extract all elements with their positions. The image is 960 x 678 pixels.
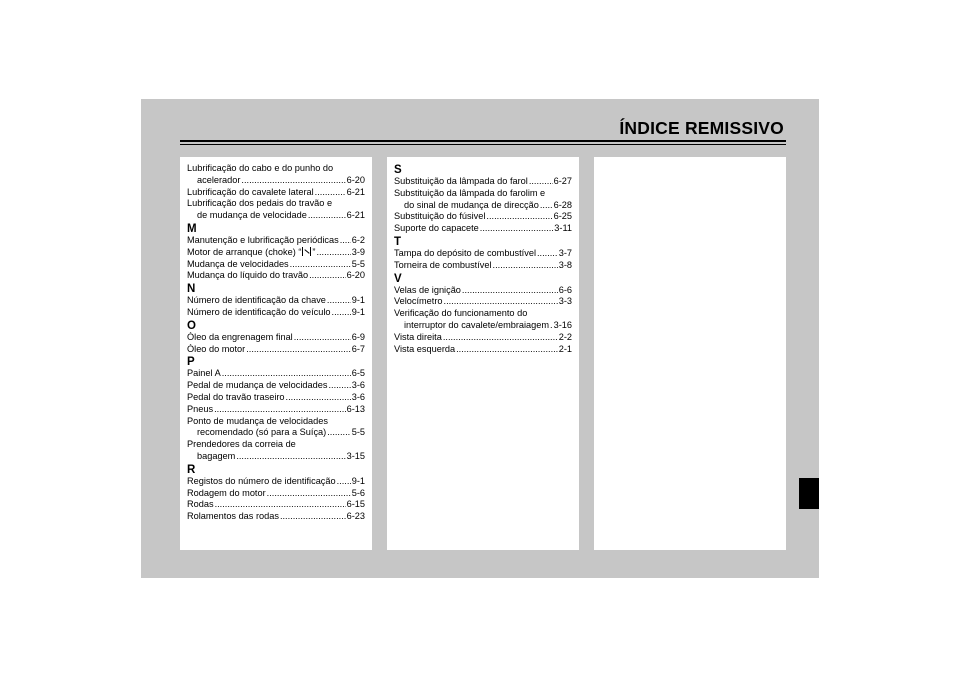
dot-leader	[214, 404, 346, 416]
index-page-number: 9-1	[351, 306, 365, 317]
dot-leader	[540, 200, 553, 212]
index-entry	[187, 210, 365, 222]
section-thumb-tab	[799, 478, 819, 509]
dot-leader	[236, 451, 345, 463]
dot-leader	[456, 344, 558, 356]
index-page-number: 6-21	[346, 210, 365, 221]
index-entry	[187, 488, 365, 500]
index-page-number: 6-28	[553, 199, 572, 210]
dot-leader	[309, 270, 346, 282]
dot-leader	[280, 511, 346, 523]
index-entry	[187, 511, 365, 523]
index-page-number: 6-20	[346, 270, 365, 281]
index-entry-text: Lubrificação do cabo e do punho do	[187, 163, 334, 173]
index-entry	[187, 499, 365, 511]
section-letter-p: P	[187, 356, 195, 369]
index-entry-text	[187, 247, 315, 259]
index-entry-text: do sinal de mudança de direcção	[404, 199, 539, 210]
index-page-number: 3-9	[351, 246, 365, 257]
index-entry	[187, 332, 365, 344]
index-entry	[394, 223, 572, 235]
index-page-number: 6-23	[346, 511, 365, 522]
dot-leader	[529, 176, 553, 188]
index-page-number: 5-5	[351, 258, 365, 269]
index-entry-text: interruptor do cavalete/embraiagem	[404, 319, 550, 330]
dot-leader	[294, 332, 351, 344]
dot-leader	[246, 344, 351, 356]
index-page-number: 9-1	[351, 475, 365, 486]
choke-icon	[302, 247, 311, 256]
index-page-number: 6-6	[558, 284, 572, 295]
section-letter-r: R	[187, 463, 196, 476]
dot-leader	[241, 175, 345, 187]
index-entry	[394, 320, 572, 332]
dot-leader	[486, 211, 552, 223]
dot-leader	[340, 235, 351, 247]
index-entry-text: Óleo da engrenagem final	[187, 331, 293, 342]
index-page-number: 6-7	[351, 343, 365, 354]
title-rule-thick	[180, 140, 786, 142]
index-page-number: 2-2	[558, 331, 572, 342]
index-page-number: 6-15	[346, 499, 365, 510]
dot-leader	[443, 332, 558, 344]
index-entry-text: Pedal de mudança de velocidades	[187, 380, 328, 391]
index-entry-text: bagagem	[197, 450, 236, 461]
index-entry	[394, 260, 572, 272]
dot-leader	[222, 368, 351, 380]
dot-leader	[328, 380, 350, 392]
index-entry	[394, 176, 572, 188]
section-letter-m: M	[187, 222, 197, 235]
index-entry-text: Torneira de combustível	[394, 259, 492, 270]
dot-leader	[480, 223, 553, 235]
index-page-number: 6-5	[351, 368, 365, 379]
index-entry-text-part: ”	[312, 246, 316, 257]
index-page-number: 3-6	[351, 380, 365, 391]
dot-leader	[537, 248, 558, 260]
dot-leader	[550, 320, 553, 332]
index-entry-text: Velas de ignição	[394, 284, 461, 295]
index-column-2	[387, 157, 579, 550]
index-page-number: 6-13	[346, 403, 365, 414]
dot-leader	[444, 296, 558, 308]
section-letter-n: N	[187, 283, 196, 296]
index-entry-text: Rodagem do motor	[187, 487, 266, 498]
index-entry-text: Verificação do funcionamento do	[394, 308, 528, 319]
index-column-3	[594, 157, 786, 550]
index-page-number: 3-3	[558, 296, 572, 307]
dot-leader	[308, 210, 346, 222]
dot-leader	[290, 259, 351, 271]
index-entry-text: Mudança de velocidades	[187, 258, 289, 269]
dot-leader	[316, 247, 350, 259]
index-entry-text: Óleo do motor	[187, 343, 246, 354]
index-page-number: 5-6	[351, 487, 365, 498]
index-entry-text-part: Motor de arranque (choke) “	[187, 246, 302, 257]
index-entry-text: Rodas	[187, 499, 214, 510]
index-entry	[187, 270, 365, 282]
index-page-number: 3-16	[553, 319, 572, 330]
index-page-number: 6-25	[553, 211, 572, 222]
index-entry	[394, 200, 572, 212]
index-entry-text: Manutenção e lubrificação periódicas	[187, 234, 339, 245]
index-entry	[187, 247, 365, 259]
index-entry-text: Lubrificação dos pedais do travão e	[187, 198, 333, 209]
index-page-number: 6-21	[346, 186, 365, 197]
index-entry-text: Pneus	[187, 403, 214, 414]
dot-leader	[493, 260, 558, 272]
index-page-number: 6-27	[553, 176, 572, 186]
index-entry	[394, 211, 572, 223]
index-entry-text: Substituição do fúsivel	[394, 211, 486, 222]
index-page-number: 6-20	[346, 174, 365, 185]
index-entry-text: Rolamentos das rodas	[187, 511, 279, 522]
dot-leader	[286, 392, 351, 404]
index-entry-text: recomendado (só para a Suíça)	[197, 427, 327, 438]
title-rule-thin	[180, 144, 786, 145]
index-entry	[187, 175, 365, 187]
index-entry	[187, 451, 365, 463]
dot-leader	[327, 427, 351, 439]
index-entry	[187, 427, 365, 439]
index-entry	[187, 404, 365, 416]
index-entry-text: Pedal do travão traseiro	[187, 391, 285, 402]
index-entry	[394, 296, 572, 308]
index-entry-text: Painel A	[187, 368, 221, 379]
index-entry-text: Número de identificação da chave	[187, 295, 326, 306]
index-entry	[187, 259, 365, 271]
index-page-number: 3-11	[554, 223, 572, 234]
section-letter-o: O	[187, 319, 196, 332]
index-entry	[187, 476, 365, 488]
index-page-number: 5-5	[351, 427, 365, 438]
index-page-number: 3-7	[558, 247, 572, 258]
dot-leader	[337, 476, 351, 488]
index-page-number: 6-9	[351, 331, 365, 342]
index-entry	[187, 380, 365, 392]
index-entry-text: Registos do número de identificação	[187, 475, 336, 486]
index-entry	[394, 248, 572, 260]
dot-leader	[267, 488, 351, 500]
index-entry	[394, 332, 572, 344]
section-letter-s: S	[394, 164, 402, 176]
index-entry	[187, 187, 365, 199]
index-entry-text: Número de identificação do veículo	[187, 306, 331, 317]
dot-leader	[215, 499, 346, 511]
index-entry-text: Vista direita	[394, 331, 442, 342]
page-title: ÍNDICE REMISSIVO	[619, 118, 784, 138]
index-entry-text: Tampa do depósito de combustível	[394, 247, 536, 258]
index-page-number: 2-1	[558, 343, 572, 354]
section-letter-t: T	[394, 235, 402, 248]
index-entry-text: Lubrificação do cavalete lateral	[187, 186, 314, 197]
index-entry	[187, 295, 365, 307]
index-entry	[187, 344, 365, 356]
dot-leader	[332, 307, 351, 319]
section-letter-v: V	[394, 272, 402, 285]
index-entry-text: Prendedores da correia de	[187, 439, 296, 450]
index-entry-text: Mudança do líquido do travão	[187, 270, 309, 281]
index-entry-text: Ponto de mudança de velocidades	[187, 415, 328, 426]
index-entry	[187, 307, 365, 319]
index-entry-text: de mudança de velocidade	[197, 210, 307, 221]
index-column-1	[180, 157, 372, 550]
index-entry-text: Substituição da lâmpada do farolim e	[394, 187, 546, 198]
index-page-number: 6-2	[351, 234, 365, 245]
index-entry	[187, 368, 365, 380]
index-entry	[187, 235, 365, 247]
index-page-number: 9-1	[351, 295, 365, 306]
dot-leader	[462, 285, 558, 297]
index-entry-text: Velocímetro	[394, 296, 443, 307]
index-page-number: 3-15	[346, 450, 365, 461]
index-page-number: 3-8	[558, 259, 572, 270]
index-entry-text: acelerador	[197, 174, 241, 185]
index-entry-text: Vista esquerda	[394, 343, 456, 354]
index-entry	[394, 285, 572, 297]
dot-leader	[315, 187, 346, 199]
index-page-number: 3-6	[351, 391, 365, 402]
index-entry-text: Substituição da lâmpada do farol	[394, 176, 528, 186]
index-entry	[187, 392, 365, 404]
index-entry-text: Suporte do capacete	[394, 223, 479, 234]
dot-leader	[327, 295, 351, 307]
index-entry	[394, 344, 572, 356]
